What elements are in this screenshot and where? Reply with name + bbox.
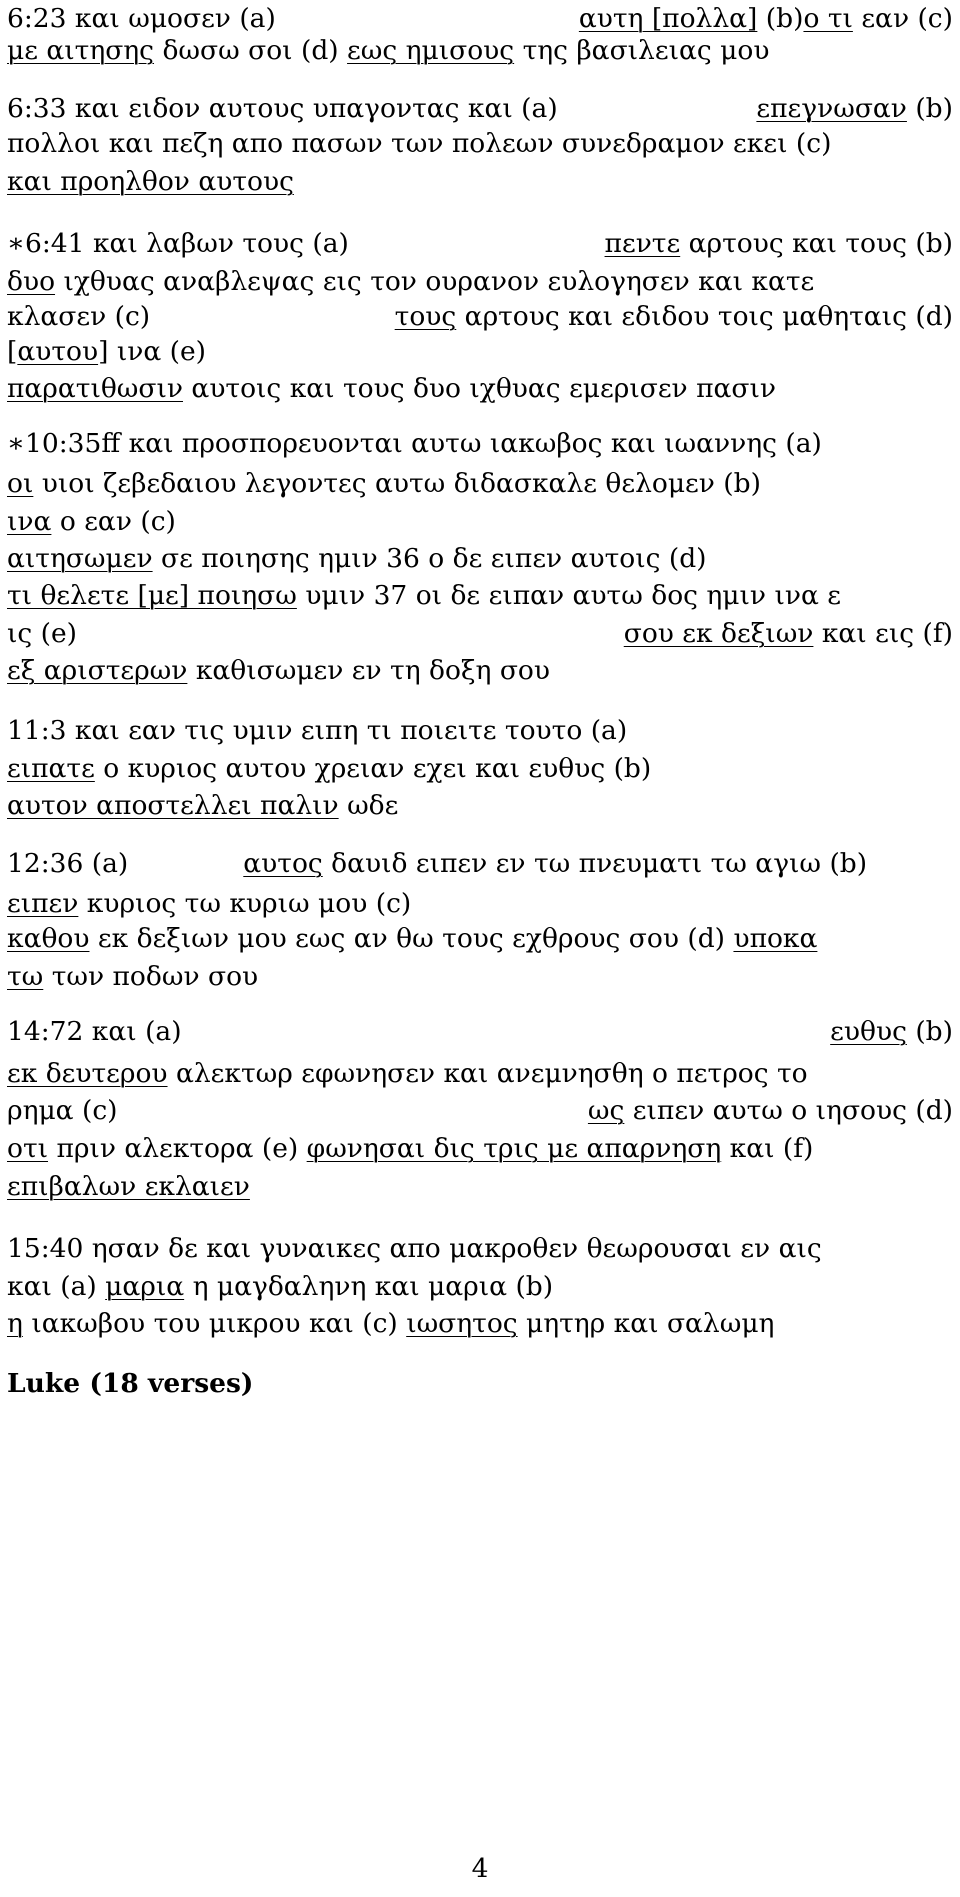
line-group xyxy=(7,298,150,335)
text-line xyxy=(7,1130,953,1167)
text-line xyxy=(7,90,953,127)
underlined-word: ινα xyxy=(7,506,52,537)
text-line xyxy=(7,1092,953,1129)
text-segment: και (f) xyxy=(721,1133,814,1164)
document-page xyxy=(7,0,953,1897)
text-line xyxy=(7,370,953,407)
underlined-word: επεγνωσαν xyxy=(756,93,907,124)
text-segment: ο εαν (c) xyxy=(51,506,176,537)
text-line xyxy=(7,885,953,922)
underlined-word: επιβαλων εκλαιεν xyxy=(7,1171,250,1202)
text-segment: (b) xyxy=(906,93,953,124)
underlined-word: τι θελετε [με] ποιησω xyxy=(7,580,297,611)
underlined-word: υποκα xyxy=(733,923,818,954)
text-line xyxy=(7,540,953,577)
text-segment: αυτοις και τους δυο ιχθυας εμερισεν πασιν xyxy=(183,373,776,404)
underlined-word: ιωσητος xyxy=(406,1308,518,1339)
text-segment: 12:36 (a) xyxy=(7,848,129,879)
text-segment: εκ δεξιων μου εως αν θω τους εχθρους σου (d) xyxy=(89,923,734,954)
text-line xyxy=(7,615,953,652)
line-group xyxy=(756,90,953,127)
line-group xyxy=(7,90,558,127)
line-group xyxy=(624,615,953,652)
underlined-word: τω xyxy=(7,961,44,992)
text-segment: ιχθυας αναβλεψας εις τον ουρανον ευλογησεν και κατε xyxy=(55,266,815,297)
text-segment: 11:3 και εαν τις υμιν ειπη τι ποιειτε τουτο (a) xyxy=(7,715,628,746)
text-segment: υιοι ζεβεδαιου λεγοντες αυτω διδασκαλε θελομεν (b) xyxy=(33,468,761,499)
underlined-word: ειπατε xyxy=(7,753,95,784)
underlined-word: ο τι xyxy=(803,3,853,34)
underlined-word: με αιτησης xyxy=(7,35,155,66)
text-segment: των ποδων σου xyxy=(43,961,259,992)
text-segment: ∗6:41 και λαβων τους (a) xyxy=(7,228,349,259)
text-segment: ρημα (c) xyxy=(7,1095,118,1126)
line-group xyxy=(395,298,953,335)
text-segment: Luke (18 verses) xyxy=(7,1368,254,1399)
text-segment: αρτους και τους (b) xyxy=(680,228,953,259)
line-group xyxy=(7,615,77,652)
text-segment: 15:40 ησαν δε και γυναικες απο μακροθεν θεωρουσαι εν αις xyxy=(7,1233,822,1264)
text-line xyxy=(7,163,953,200)
underlined-word: αιτησωμεν xyxy=(7,543,153,574)
underlined-word: σου εκ δεξιων xyxy=(623,618,814,649)
text-segment: της βασιλειας μου xyxy=(514,35,770,66)
text-segment: καθισωμεν εν τη δοξη σου xyxy=(187,655,550,686)
text-segment: [ xyxy=(7,336,18,367)
text-line xyxy=(7,225,953,262)
text-segment: δαυιδ ειπεν εν τω πνευματι τω αγιω (b) xyxy=(322,848,868,879)
text-line xyxy=(7,333,953,370)
text-segment: εαν (c) xyxy=(852,3,953,34)
underlined-word: εκ δευτερου xyxy=(7,1058,168,1089)
text-segment: ] ινα (e) xyxy=(98,336,207,367)
underlined-word: ως xyxy=(587,1095,625,1126)
text-segment: πολλοι και πεζη απο πασων των πολεων συνεδραμον εκει (c) xyxy=(7,128,832,159)
text-line xyxy=(7,465,953,502)
text-line xyxy=(7,577,953,614)
underlined-word: αυτου xyxy=(17,336,99,367)
text-line xyxy=(7,1230,953,1267)
text-segment: ο κυριος αυτου χρειαν εχει και ευθυς (b) xyxy=(94,753,652,784)
underlined-word: φωνησαι δις τρις με απαρνηση xyxy=(306,1133,722,1164)
text-line xyxy=(7,1305,953,1342)
text-segment: (b) xyxy=(906,1016,953,1047)
text-segment: υμιν 37 οι δε ειπαν αυτω δος ημιν ινα ε xyxy=(296,580,841,611)
underlined-word: τους xyxy=(394,301,457,332)
underlined-word: αυτος xyxy=(243,848,323,879)
text-segment: μητηρ και σαλωμη xyxy=(517,1308,775,1339)
text-segment: ις (e) xyxy=(7,618,78,649)
underlined-word: ευθυς xyxy=(830,1016,907,1047)
text-segment: δωσω σοι (d) xyxy=(154,35,348,66)
text-segment: και (a) xyxy=(7,1271,106,1302)
underlined-word: παρατιθωσιν xyxy=(7,373,183,404)
text-line xyxy=(7,652,953,689)
line-group xyxy=(605,225,953,262)
text-line xyxy=(7,425,953,462)
text-segment: (b) xyxy=(757,3,804,34)
underlined-word: εξ αριστερων xyxy=(7,655,188,686)
page-number: 4 xyxy=(471,1853,489,1884)
text-segment: αρτους και εδιδου τοις μαθηταις (d) xyxy=(456,301,953,332)
line-group xyxy=(7,1013,182,1050)
text-segment: αλεκτωρ εφωνησεν και ανεμνησθη ο πετρος το xyxy=(167,1058,808,1089)
text-line xyxy=(7,263,953,300)
text-line xyxy=(7,787,953,824)
line-group xyxy=(7,1092,118,1129)
text-segment: ωδε xyxy=(338,790,399,821)
text-line xyxy=(7,920,953,957)
underlined-word: καθου xyxy=(7,923,90,954)
text-segment: ∗10:35ff και προσπορευονται αυτω ιακωβος και ιωαννης (a) xyxy=(7,428,822,459)
underlined-word: η xyxy=(7,1308,23,1339)
text-segment: 6:33 και ειδον αυτους υπαγοντας και (a) xyxy=(7,93,558,124)
text-segment: η μαγδαληνη και μαρια (b) xyxy=(184,1271,554,1302)
underlined-word: και προηλθον αυτους xyxy=(7,166,294,197)
text-segment: σε ποιησης ημιν 36 ο δε ειπεν αυτοις (d) xyxy=(152,543,707,574)
text-segment: πριν αλεκτορα (e) xyxy=(48,1133,307,1164)
text-line xyxy=(7,750,953,787)
text-line xyxy=(7,1013,953,1050)
text-segment: 14:72 και (a) xyxy=(7,1016,182,1047)
underlined-word: οι xyxy=(7,468,34,499)
line-group xyxy=(588,1092,953,1129)
text-line xyxy=(7,503,953,540)
text-line xyxy=(7,125,953,162)
line-group xyxy=(7,225,349,262)
text-segment: κλασεν (c) xyxy=(7,301,151,332)
text-line xyxy=(7,1055,953,1092)
text-line xyxy=(7,712,953,749)
text-line xyxy=(7,32,953,69)
text-line xyxy=(7,845,953,882)
text-segment: ειπεν αυτω ο ιησους (d) xyxy=(624,1095,953,1126)
underlined-word: πεντε xyxy=(604,228,681,259)
section-heading xyxy=(7,1365,953,1402)
text-line xyxy=(7,1268,953,1305)
underlined-word: εως ημισους xyxy=(347,35,515,66)
underlined-word: μαρια xyxy=(105,1271,185,1302)
underlined-word: δυο xyxy=(7,266,56,297)
text-line xyxy=(7,1168,953,1205)
underlined-word: ειπεν xyxy=(7,888,79,919)
text-line xyxy=(7,298,953,335)
text-line xyxy=(7,958,953,995)
text-segment: κυριος τω κυριω μου (c) xyxy=(78,888,412,919)
text-segment: 6:23 και ωμοσεν (a) xyxy=(7,3,276,34)
line-group xyxy=(830,1013,953,1050)
underlined-word: αυτη [πολλα] xyxy=(578,3,758,34)
underlined-word: αυτον αποστελλει παλιν xyxy=(7,790,339,821)
text-segment: και εις (f) xyxy=(813,618,953,649)
underlined-word: οτι xyxy=(7,1133,49,1164)
text-segment: ιακωβου του μικρου και (c) xyxy=(22,1308,407,1339)
